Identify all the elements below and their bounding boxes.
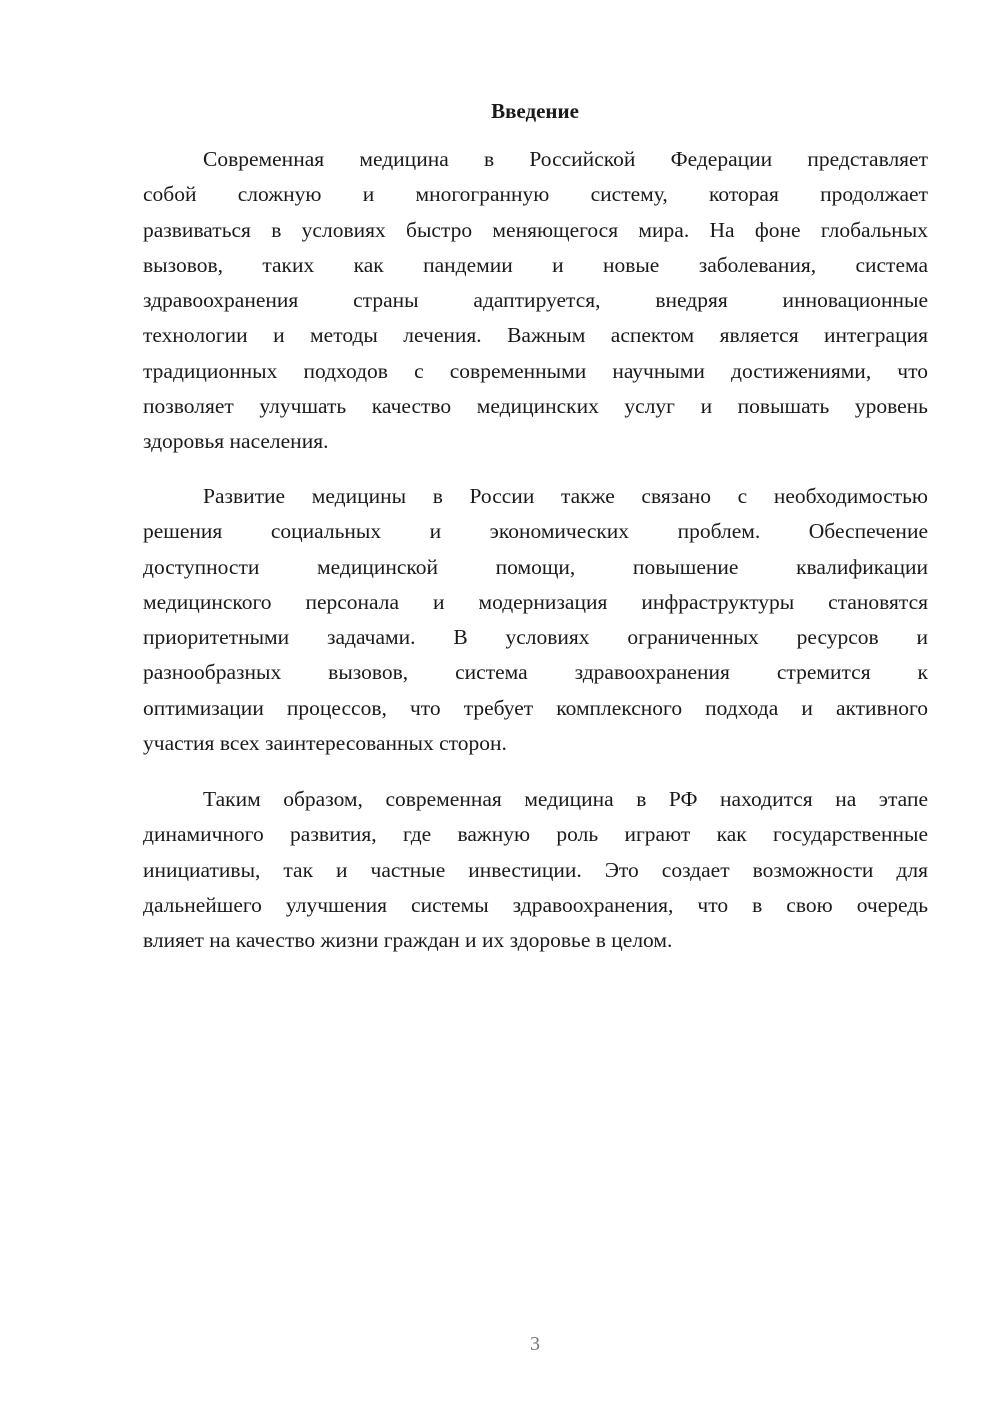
paragraph: [143, 782, 928, 958]
paragraph: [143, 142, 928, 460]
paragraph: [143, 479, 928, 761]
text-line: приоритетными задачами. В условиях ограниченных ресурсов и: [143, 625, 928, 650]
text-line: технологии и методы лечения. Важным аспектом является интеграция: [143, 323, 928, 348]
text-line: влияет на качество жизни граждан и их здоровье в целом.: [143, 928, 673, 953]
text-line: Развитие медицины в России также связано с необходимостью: [203, 484, 928, 508]
text-line: доступности медицинской помощи, повышение квалификации: [143, 554, 928, 579]
text-line: медицинского персонала и модернизация инфраструктуры становятся: [143, 589, 928, 614]
text-line: развиваться в условиях быстро меняющегося мира. На фоне глобальных: [143, 217, 928, 242]
text-line: здоровья населения.: [143, 429, 329, 454]
text-line: собой сложную и многогранную систему, которая продолжает: [143, 182, 928, 207]
text-line: Современная медицина в Российской Федерации представляет: [203, 147, 928, 171]
text-line: дальнейшего улучшения системы здравоохранения, что в свою очередь: [143, 892, 928, 917]
text-line: вызовов, таких как пандемии и новые заболевания, система: [143, 252, 928, 277]
section-heading: Введение: [491, 99, 579, 123]
text-line: динамичного развития, где важную роль играют как государственные: [143, 822, 928, 847]
text-line: Таким образом, современная медицина в РФ находится на этапе: [203, 787, 928, 811]
text-line: инициативы, так и частные инвестиции. Это создает возможности для: [143, 857, 928, 882]
text-line: здравоохранения страны адаптируется, внедряя инновационные: [143, 288, 928, 313]
text-line: традиционных подходов с современными научными достижениями, что: [143, 358, 928, 383]
page-number: 3: [530, 1333, 540, 1355]
text-line: оптимизации процессов, что требует комплексного подхода и активного: [143, 695, 928, 720]
text-line: позволяет улучшать качество медицинских услуг и повышать уровень: [143, 394, 928, 419]
text-line: разнообразных вызовов, система здравоохранения стремится к: [143, 660, 928, 685]
text-line: решения социальных и экономических проблем. Обеспечение: [143, 519, 928, 544]
text-line: участия всех заинтересованных сторон.: [143, 731, 507, 756]
